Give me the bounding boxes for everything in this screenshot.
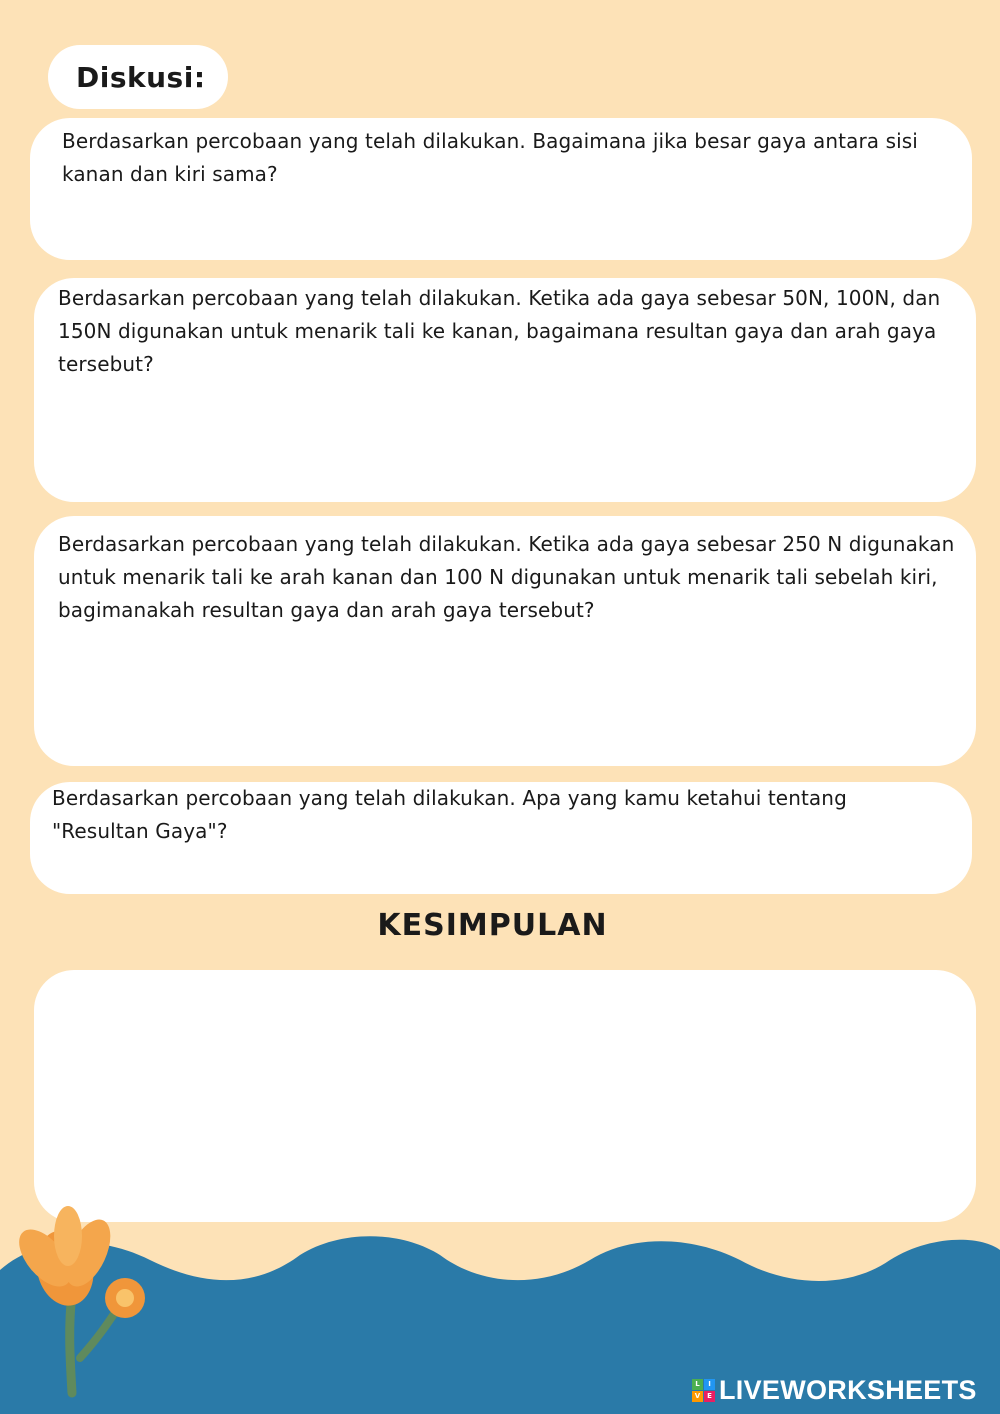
answer-box-1[interactable] [30,118,972,260]
question-2: Berdasarkan percobaan yang telah dilakukan. Ketika ada gaya sebesar 50N, 100N, dan 150N digunakan untuk menarik tali ke kanan, bagaimana resultan gaya dan arah gaya tersebut? [58,286,941,376]
section-label-text: Diskusi: [76,60,206,94]
brand-icon [692,1379,715,1402]
section-label [48,45,228,109]
conclusion-heading: KESIMPULAN [377,908,608,943]
conclusion-box[interactable] [34,970,976,1222]
brand-icon-l: L [692,1379,703,1390]
question-3: Berdasarkan percobaan yang telah dilakukan. Ketika ada gaya sebesar 250 N digunakan untuk menarik tali ke arah kanan dan 100 N digunakan untuk menarik tali sebelah kiri, bagimanakah resultan gaya dan arah gaya tersebut? [58,532,955,622]
question-4: Berdasarkan percobaan yang telah dilakukan. Apa yang kamu ketahui tentang "Resultan Gaya"? [52,786,847,843]
answer-box-3[interactable] [34,516,976,766]
flower-icon [10,1198,160,1398]
answer-box-4[interactable] [30,782,972,894]
question-1: Berdasarkan percobaan yang telah dilakukan. Bagaimana jika besar gaya antara sisi kanan dan kiri sama? [62,129,918,186]
brand-icon-i: I [704,1379,715,1390]
brand-name: LIVEWORKSHEETS [719,1374,977,1405]
brand-icon-v: V [692,1391,703,1402]
brand-icon-e: E [704,1391,715,1402]
answer-box-2[interactable] [34,278,976,502]
brand-logo [692,1374,977,1406]
